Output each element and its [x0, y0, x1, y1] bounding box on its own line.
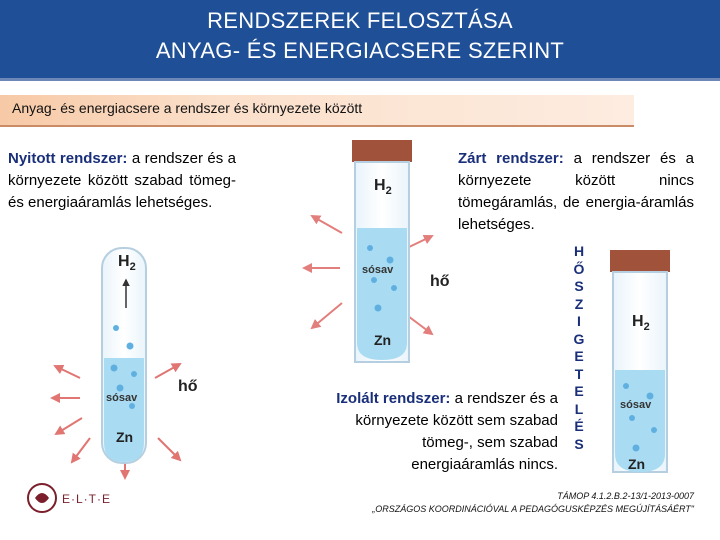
open-system-description [8, 148, 236, 214]
title-line-2: ANYAG- ÉS ENERGIACSERE SZERINT [155, 38, 565, 63]
open-acid-label: sósav [106, 392, 138, 404]
page-title [0, 6, 720, 66]
vertical-letter: S [574, 435, 584, 452]
open-system-text: a rendszer és a környezete között szabad tömeg- és energiaáramlás lehetséges. [8, 150, 236, 211]
vertical-letter: T [574, 365, 584, 382]
vertical-letter: Ő [573, 260, 585, 277]
closed-gas-label: $H_2$ [374, 177, 392, 197]
vertical-letter: É [574, 418, 584, 434]
vertical-letter: G [573, 330, 585, 347]
vertical-letter: S [574, 278, 584, 294]
vertical-letter: Z [574, 295, 584, 312]
vertical-letter: H [573, 243, 585, 259]
open-metal-label: Zn [116, 429, 134, 445]
vertical-letter: E [574, 348, 584, 364]
isolated-system-term: Izolált rendszer: [336, 390, 451, 407]
closed-acid-label: sósav [362, 264, 394, 276]
closed-system-text: a rendszer és a környezete között nincs tömegáramlás, de energia-áramlás lehetséges. [458, 150, 695, 233]
vertical-letter: E [574, 383, 584, 399]
isolated-metal-label: Zn [628, 456, 646, 472]
title-line-1: RENDSZEREK FELOSZTÁSA [207, 8, 513, 33]
closed-system-term: Zárt rendszer: [458, 150, 564, 167]
open-heat-label: hő [178, 378, 198, 395]
closed-system-tube-diagram [282, 138, 482, 368]
closed-system-description [458, 148, 694, 236]
closed-metal-label: Zn [374, 332, 392, 348]
vertical-letter: L [574, 400, 584, 417]
isolated-acid-label: sósav [620, 399, 652, 411]
closed-heat-label: hő [430, 273, 450, 290]
isolated-system-tube-diagram [596, 240, 706, 480]
isolated-system-description [316, 388, 558, 476]
open-system-tube-diagram [50, 238, 250, 480]
isolated-system-text: a rendszer és a környezete között sem szabad tömeg-, sem szabad energiaáramlás nincs. [355, 390, 558, 473]
elte-logo [22, 478, 172, 518]
subtitle-bar [0, 95, 634, 127]
isolated-gas-label: $H_2$ [632, 313, 650, 333]
logo-text: E·L·T·E [62, 492, 111, 506]
vertical-label-hoszigeteles [570, 243, 588, 453]
footer-project-code: TÁMOP 4.1.2.B.2-13/1-2013-0007 [557, 491, 694, 501]
vertical-letter: I [577, 313, 581, 329]
footer-project-title: „ORSZÁGOS KOORDINÁCIÓVAL A PEDAGÓGUSKÉPZÉS MEGÚJÍTÁSÁÉRT" [372, 504, 694, 514]
subtitle-text: Anyag- és energiacsere a rendszer és környezete között [12, 100, 363, 116]
open-system-term: Nyitott rendszer: [8, 150, 128, 167]
open-gas-label: $H_2$ [118, 253, 136, 273]
header-bar [0, 0, 720, 81]
